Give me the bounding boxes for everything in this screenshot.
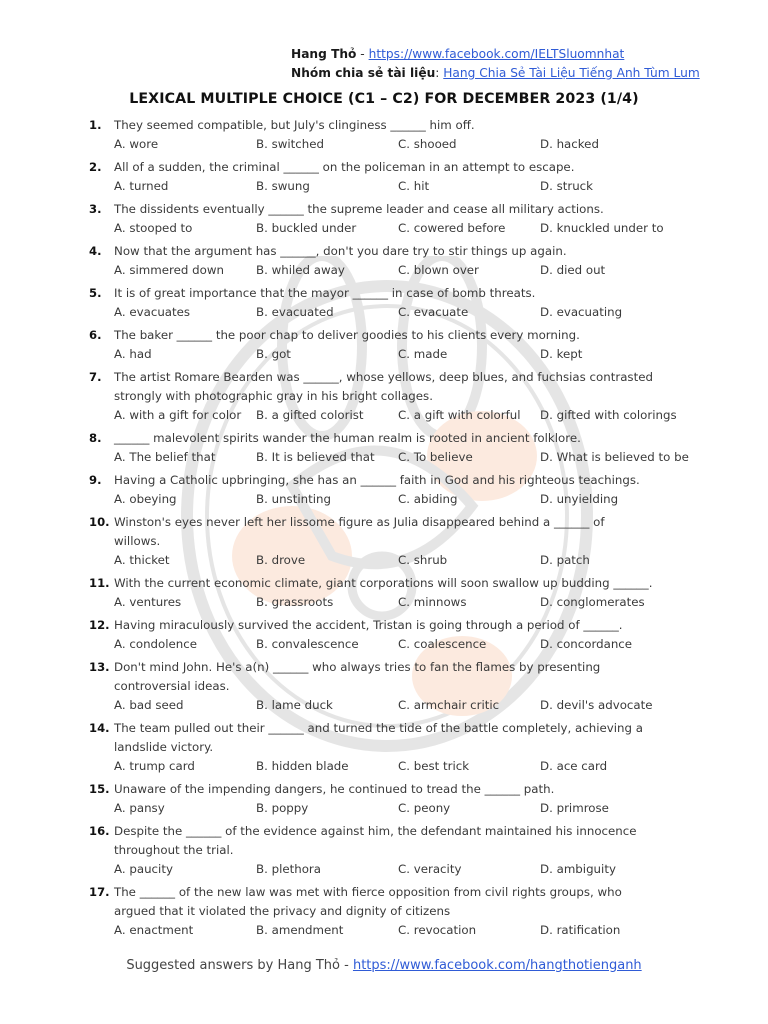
answer-option: A. evacuates <box>114 305 191 319</box>
answer-option: C. shooed <box>398 137 457 151</box>
question-number: 5. <box>89 286 102 300</box>
question-number: 4. <box>89 244 102 258</box>
answer-option: B. It is believed that <box>256 450 375 464</box>
answer-option: B. plethora <box>256 862 322 876</box>
answer-option: B. got <box>256 347 291 361</box>
answer-option: C. cowered before <box>398 221 506 235</box>
page-title: LEXICAL MULTIPLE CHOICE (C1 – C2) FOR DECEMBER 2023 (1/4) <box>129 91 639 107</box>
answer-options <box>114 345 768 364</box>
answer-option: A. enactment <box>114 923 194 937</box>
answer-options <box>114 799 768 818</box>
answer-option: D. ambiguity <box>540 862 616 876</box>
question-text: Winston's eyes never left her lissome figure as Julia disappeared behind a ______ of willows. <box>114 515 605 548</box>
answer-option: D. kept <box>540 347 583 361</box>
answer-option: D. evacuating <box>540 305 623 319</box>
question-number: 9. <box>89 473 102 487</box>
question-item <box>0 284 768 322</box>
footer <box>0 958 768 973</box>
answer-option: A. condolence <box>114 637 198 651</box>
answer-option: B. hidden blade <box>256 759 349 773</box>
question-text: All of a sudden, the criminal ______ on the policeman in an attempt to escape. <box>114 160 575 174</box>
answer-options <box>114 551 768 570</box>
answer-option: C. shrub <box>398 553 448 567</box>
question-number: 3. <box>89 202 102 216</box>
answer-option: A. simmered down <box>114 263 224 277</box>
header-separator: - <box>356 47 369 61</box>
answer-option: D. hacked <box>540 137 599 151</box>
question-text: Don't mind John. He's a(n) ______ who always tries to fan the flames by presenting controversial ideas. <box>114 660 601 693</box>
answer-option: A. paucity <box>114 862 173 876</box>
answer-option: C. revocation <box>398 923 477 937</box>
answer-option: B. poppy <box>256 801 309 815</box>
answer-option: C. hit <box>398 179 430 193</box>
answer-option: D. ace card <box>540 759 608 773</box>
question-item <box>0 200 768 238</box>
question-item <box>0 368 768 425</box>
answer-options <box>114 177 768 196</box>
question-number: 12. <box>89 618 110 632</box>
answer-option: D. What is believed to be <box>540 450 689 464</box>
answer-option: A. The belief that <box>114 450 216 464</box>
question-item <box>0 658 768 715</box>
question-number: 14. <box>89 721 110 735</box>
answer-option: B. unstinting <box>256 492 331 506</box>
question-item <box>0 326 768 364</box>
question-text: The dissidents eventually ______ the supreme leader and cease all military actions. <box>114 202 604 216</box>
answer-option: B. buckled under <box>256 221 357 235</box>
answer-option: C. blown over <box>398 263 479 277</box>
answer-option: A. trump card <box>114 759 195 773</box>
answer-options <box>114 448 768 467</box>
answer-option: C. made <box>398 347 448 361</box>
question-list <box>0 116 768 944</box>
answer-option: A. with a gift for color <box>114 408 242 422</box>
group-link[interactable]: Hang Chia Sẻ Tài Liệu Tiếng Anh Tùm Lum <box>443 66 700 80</box>
answer-option: D. devil's advocate <box>540 698 653 712</box>
group-label: Nhóm chia sẻ tài liệu <box>291 66 436 80</box>
answer-option: A. turned <box>114 179 169 193</box>
answer-option: C. minnows <box>398 595 467 609</box>
answer-options <box>114 261 768 280</box>
answer-option: B. a gifted colorist <box>256 408 364 422</box>
answer-options <box>114 696 768 715</box>
answer-option: C. a gift with colorful <box>398 408 521 422</box>
answer-option: B. whiled away <box>256 263 345 277</box>
question-text: The ______ of the new law was met with fierce opposition from civil rights groups, who argued that it violated the privacy and dignity of citizens <box>114 885 622 918</box>
question-number: 2. <box>89 160 102 174</box>
question-text: Now that the argument has ______, don't you dare try to stir things up again. <box>114 244 567 258</box>
question-text: Unaware of the impending dangers, he continued to tread the ______ path. <box>114 782 555 796</box>
header <box>291 45 700 83</box>
answer-option: D. knuckled under to <box>540 221 664 235</box>
question-text: Having miraculously survived the accident, Tristan is going through a period of ______. <box>114 618 623 632</box>
answer-options <box>114 757 768 776</box>
question-item <box>0 471 768 509</box>
question-number: 17. <box>89 885 110 899</box>
answer-option: C. armchair critic <box>398 698 500 712</box>
answer-option: A. wore <box>114 137 159 151</box>
answer-option: A. ventures <box>114 595 182 609</box>
header-line-2 <box>291 64 700 83</box>
question-item <box>0 116 768 154</box>
question-number: 8. <box>89 431 102 445</box>
answer-option: D. gifted with colorings <box>540 408 677 422</box>
question-number: 10. <box>89 515 110 529</box>
question-item <box>0 822 768 879</box>
answer-option: C. peony <box>398 801 451 815</box>
answer-option: B. drove <box>256 553 306 567</box>
header-line-1 <box>291 45 700 64</box>
question-text: The artist Romare Bearden was ______, whose yellows, deep blues, and fuchsias contrasted strongly with photographic gray in his bright collages. <box>114 370 653 403</box>
answer-options <box>114 490 768 509</box>
answer-options <box>114 303 768 322</box>
question-item <box>0 242 768 280</box>
answer-options <box>114 921 768 940</box>
answer-option: A. bad seed <box>114 698 184 712</box>
question-number: 11. <box>89 576 110 590</box>
footer-text: Suggested answers by Hang Thỏ - <box>126 958 353 973</box>
answer-option: D. conglomerates <box>540 595 645 609</box>
question-number: 15. <box>89 782 110 796</box>
answer-option: D. primrose <box>540 801 609 815</box>
question-number: 6. <box>89 328 102 342</box>
answer-option: B. switched <box>256 137 324 151</box>
question-item <box>0 883 768 940</box>
answer-option: C. veracity <box>398 862 462 876</box>
question-item <box>0 513 768 570</box>
question-item <box>0 616 768 654</box>
answer-option: C. To believe <box>398 450 473 464</box>
question-item <box>0 158 768 196</box>
answer-option: A. pansy <box>114 801 165 815</box>
question-text: With the current economic climate, giant corporations will soon swallow up budding ______. <box>114 576 653 590</box>
question-item <box>0 780 768 818</box>
question-text: ______ malevolent spirits wander the human realm is rooted in ancient folklore. <box>114 431 581 445</box>
question-text: They seemed compatible, but July's clinginess ______ him off. <box>114 118 475 132</box>
author-facebook-link[interactable]: https://www.facebook.com/IELTSluomnhat <box>368 47 625 61</box>
header-separator-2: : <box>435 66 444 80</box>
answer-options <box>114 219 768 238</box>
answer-options <box>114 135 768 154</box>
answer-options <box>114 860 768 879</box>
answer-option: C. best trick <box>398 759 470 773</box>
answer-option: A. stooped to <box>114 221 193 235</box>
answer-option: A. had <box>114 347 152 361</box>
answer-option: C. coalescence <box>398 637 487 651</box>
question-item <box>0 429 768 467</box>
question-number: 16. <box>89 824 110 838</box>
answers-facebook-link[interactable]: https://www.facebook.com/hangthotienganh <box>352 958 642 973</box>
question-text: It is of great importance that the mayor ______ in case of bomb threats. <box>114 286 536 300</box>
answer-option: B. grassroots <box>256 595 334 609</box>
question-text: Despite the ______ of the evidence against him, the defendant maintained his innocence throughout the trial. <box>114 824 637 857</box>
answer-option: B. evacuated <box>256 305 334 319</box>
answer-options <box>114 406 768 425</box>
answer-option: C. abiding <box>398 492 458 506</box>
question-text: The team pulled out their ______ and turned the tide of the battle completely, achieving a landslide victory. <box>114 721 643 754</box>
answer-option: A. obeying <box>114 492 177 506</box>
answer-option: A. thicket <box>114 553 170 567</box>
answer-option: D. ratification <box>540 923 621 937</box>
question-number: 7. <box>89 370 102 384</box>
answer-option: B. amendment <box>256 923 344 937</box>
answer-option: B. convalescence <box>256 637 359 651</box>
answer-option: D. concordance <box>540 637 633 651</box>
question-text: Having a Catholic upbringing, she has an ______ faith in God and his righteous teachings. <box>114 473 640 487</box>
question-number: 1. <box>89 118 102 132</box>
answer-option: D. died out <box>540 263 606 277</box>
answer-option: B. swung <box>256 179 310 193</box>
answer-option: B. lame duck <box>256 698 333 712</box>
question-number: 13. <box>89 660 110 674</box>
author-name: Hang Thỏ <box>291 47 357 61</box>
answer-option: C. evacuate <box>398 305 469 319</box>
answer-options <box>114 593 768 612</box>
question-item <box>0 719 768 776</box>
question-item <box>0 574 768 612</box>
answer-option: D. struck <box>540 179 593 193</box>
answer-options <box>114 635 768 654</box>
question-text: The baker ______ the poor chap to deliver goodies to his clients every morning. <box>114 328 580 342</box>
answer-option: D. patch <box>540 553 590 567</box>
answer-option: D. unyielding <box>540 492 619 506</box>
